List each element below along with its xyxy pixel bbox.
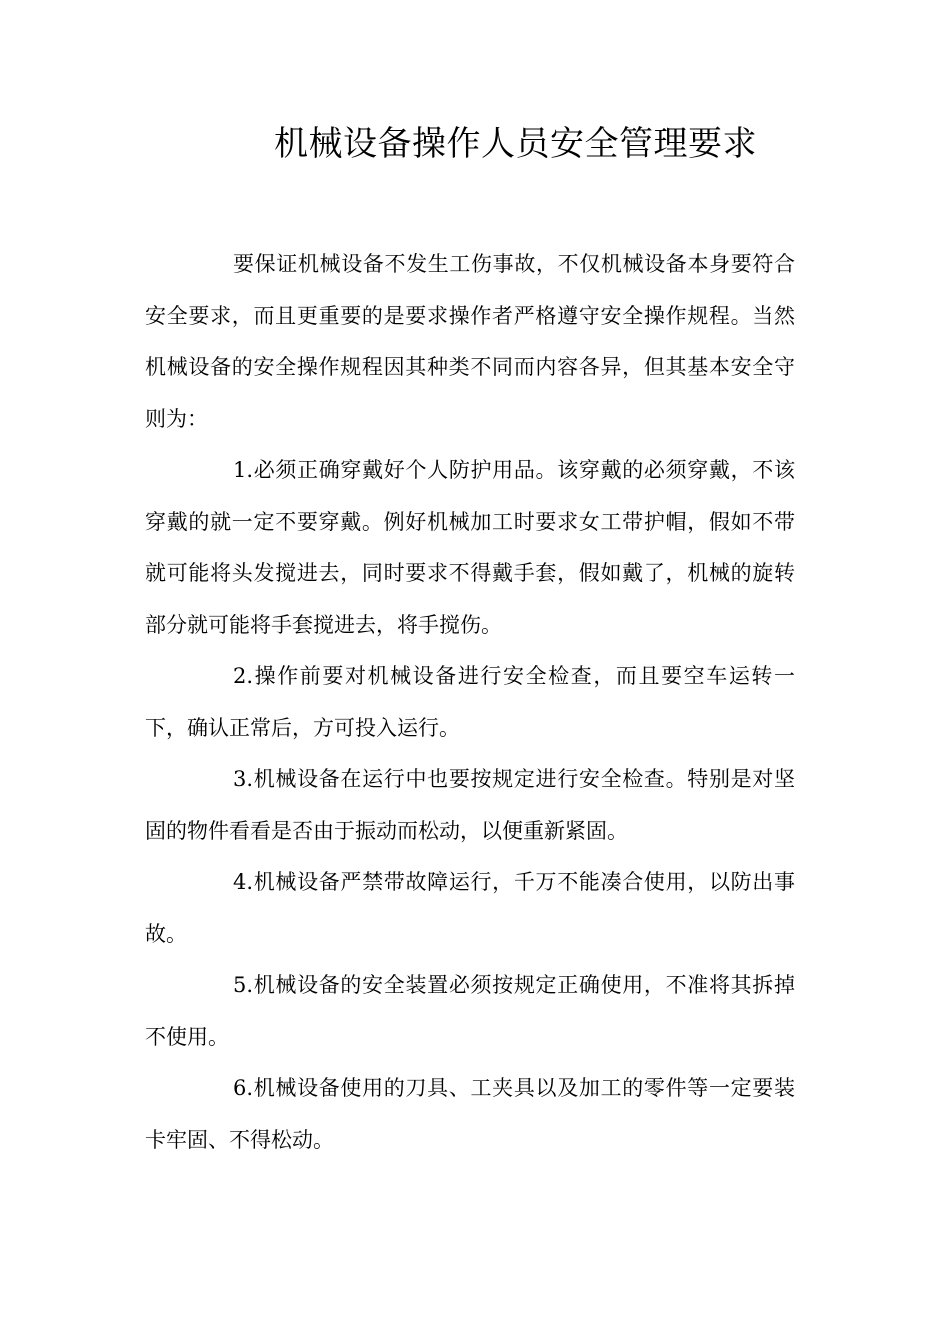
paragraph-rule-5: 5.机械设备的安全装置必须按规定正确使用，不准将其拆掉不使用。 [145, 973, 795, 1049]
document-body [145, 239, 795, 1166]
paragraph-rule-1: 1.必须正确穿戴好个人防护用品。该穿戴的必须穿戴，不该穿戴的就一定不要穿戴。例好机械加工时要求女工带护帽，假如不带就可能将头发搅进去，同时要求不得戴手套，假如戴了，机械的旋转部分就可能将手套搅进去，将手搅伤。 [145, 458, 795, 637]
paragraph-rule-6: 6.机械设备使用的刀具、工夹具以及加工的零件等一定要装卡牢固、不得松动。 [145, 1076, 795, 1152]
paragraph-rule-4: 4.机械设备严禁带故障运行，千万不能凑合使用，以防出事故。 [145, 870, 795, 946]
paragraph-intro: 要保证机械设备不发生工伤事故，不仅机械设备本身要符合安全要求，而且更重要的是要求操作者严格遵守安全操作规程。当然机械设备的安全操作规程因其种类不同而内容各异，但其基本安全守则为： [145, 252, 795, 431]
paragraph-rule-3: 3.机械设备在运行中也要按规定进行安全检查。特别是对坚固的物件看看是否由于振动而松动，以便重新紧固。 [145, 767, 795, 843]
paragraph-rule-2: 2.操作前要对机械设备进行安全检查，而且要空车运转一下，确认正常后，方可投入运行。 [145, 664, 795, 740]
page-title: 机械设备操作人员安全管理要求 [274, 124, 757, 164]
